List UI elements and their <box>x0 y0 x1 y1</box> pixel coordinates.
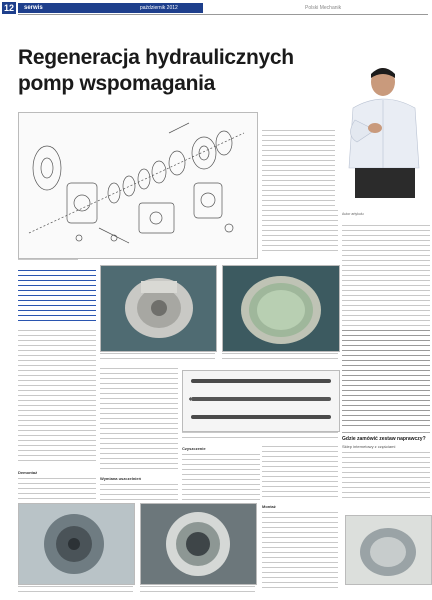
title-line-2: pomp wspomagania <box>18 72 216 95</box>
body-text-col-1b <box>18 478 96 500</box>
photo-housing-svg <box>141 504 256 584</box>
subhead-montaz: Montaż <box>262 504 276 509</box>
photo-rotor-svg <box>19 504 134 584</box>
body-text-list <box>342 225 430 330</box>
section-label: serwis <box>24 5 43 11</box>
article-title <box>18 45 338 97</box>
lead-text <box>18 270 96 325</box>
author-photo-svg <box>335 60 432 210</box>
body-text-col-3a <box>182 454 260 500</box>
photo-pump-disc-svg <box>223 266 339 351</box>
photo-caption-3 <box>182 432 338 442</box>
drawing-caption-lines <box>18 259 218 264</box>
body-text-col-1 <box>18 330 96 465</box>
subhead-czyszczenie: Czyszczenie <box>182 446 206 451</box>
header-right-text: Polski Mechanik <box>305 5 342 11</box>
info-box-title: Gdzie zamówić zestaw naprawczy? <box>342 436 426 442</box>
exploded-view-drawing <box>18 112 258 259</box>
body-text-col-3b <box>262 446 338 500</box>
photo-pump-body-svg <box>101 266 216 351</box>
author-caption: Autor artykułu <box>342 212 364 216</box>
issue-label: październik 2012 <box>140 5 178 11</box>
photo-housing <box>140 503 257 585</box>
info-box-subtitle: Sklep internetowy z częściami <box>342 444 396 449</box>
info-box <box>342 432 430 513</box>
page-number: 12 <box>3 3 14 13</box>
body-text-col-right-top <box>262 130 338 255</box>
subhead-demontaz: Demontaż <box>18 470 38 475</box>
author-photo <box>335 60 432 210</box>
photo-tools-svg <box>183 371 339 431</box>
photo-rotor <box>18 503 135 585</box>
body-text-col-4 <box>342 330 430 430</box>
photo-caption-1 <box>100 353 215 363</box>
body-text-col-2 <box>100 368 178 473</box>
body-text-col-3c <box>262 512 338 592</box>
page-header <box>0 0 432 18</box>
photo-pump-body <box>100 265 217 352</box>
photo-tools <box>182 370 340 432</box>
body-text-col-2b <box>100 484 178 500</box>
photo-caption-4 <box>18 586 133 596</box>
subhead-uszczelnienia: Wymiana uszczelnień <box>100 476 142 481</box>
title-line-1: Regeneracja hydraulicznych <box>18 46 294 69</box>
photo-caption-2 <box>222 353 338 363</box>
header-rule <box>18 14 428 15</box>
photo-cover-svg <box>346 516 431 584</box>
photo-cover <box>345 515 432 585</box>
photo-caption-5 <box>140 586 255 596</box>
exploded-view-svg <box>19 113 257 258</box>
info-box-text <box>342 452 430 502</box>
photo-pump-disc <box>222 265 340 352</box>
